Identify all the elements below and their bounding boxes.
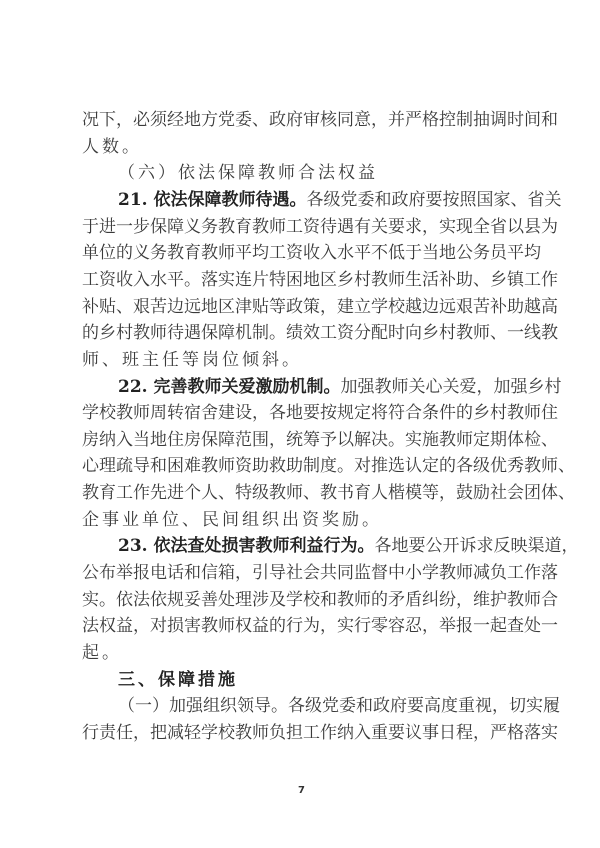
body-text: 的乡村教师待遇保障机制。绩效工资分配时向乡村教师、一线教 — [82, 323, 558, 344]
text-line — [82, 320, 558, 346]
text-line — [82, 640, 523, 666]
body-text: 于进一步保障义务教育教师工资待遇有关要求，实现全省以县为 — [82, 216, 558, 237]
section-heading: 三、保障措施 — [118, 669, 238, 690]
body-text: 人数。 — [82, 136, 142, 157]
page-number: 7 — [298, 785, 305, 796]
text-line — [82, 267, 558, 293]
text-line — [118, 374, 562, 400]
body-text: （一）加强组织领导。各级党委和政府要高度重视，切实履 — [118, 696, 560, 717]
body-text: 法权益，对损害教师权益的行为，实行零容忍，举报一起查处一 — [82, 616, 558, 637]
text-line — [82, 427, 558, 453]
text-line — [82, 240, 541, 266]
text-line — [82, 214, 558, 240]
text-line — [82, 613, 558, 639]
text-line — [82, 453, 575, 479]
body-text: 实。依法依规妥善处理涉及学校和教师的矛盾纠纷，维护教师合 — [82, 589, 558, 610]
text-line — [82, 107, 558, 133]
text-line — [82, 347, 523, 373]
body-text: 加强教师关心关爱，加强乡村 — [340, 376, 562, 397]
body-text: 各地要公开诉求反映渠道， — [374, 536, 579, 557]
body-text: 补贴、艰苦边远地区津贴等政策，建立学校越边远艰苦补助越高 — [82, 296, 558, 317]
text-line — [82, 294, 558, 320]
text-line — [118, 693, 560, 719]
text-line — [82, 134, 523, 160]
text-line — [82, 507, 523, 533]
text-line — [82, 720, 558, 746]
body-text: 心理疏导和困难教师资助救助制度。对推选认定的各级优秀教师、 — [82, 456, 575, 477]
text-line — [118, 667, 523, 693]
item-heading: 21. 依法保障教师待遇。 — [118, 189, 307, 210]
body-text: 公布举报电话和信箱，引导社会共同监督中小学教师减负工作落 — [82, 563, 558, 584]
body-text: 工资收入水平。落实连片特困地区乡村教师生活补助、乡镇工作 — [82, 269, 558, 290]
text-line — [82, 587, 558, 613]
text-line — [118, 160, 523, 186]
text-line — [82, 480, 575, 506]
text-line — [118, 533, 579, 559]
body-text: 行责任，把减轻学校教师负担工作纳入重要议事日程，严格落实 — [82, 722, 558, 743]
body-text: 各级党委和政府要按照国家、省关 — [306, 189, 562, 210]
body-text: 企事业单位、民间组织出资奖励。 — [82, 509, 382, 530]
item-heading: 23. 依法查处损害教师利益行为。 — [118, 536, 375, 557]
body-text: 学校教师周转宿舍建设，各地要按规定将符合条件的乡村教师住 — [82, 403, 558, 424]
text-line — [82, 560, 558, 586]
body-text: 房纳入当地住房保障范围，统筹予以解决。实施教师定期体检、 — [82, 429, 558, 450]
body-text: 师、班主任等岗位倾斜。 — [82, 349, 302, 370]
body-text: 教育工作先进个人、特级教师、教书育人楷模等，鼓励社会团体、 — [82, 483, 575, 504]
body-text: （六）依法保障教师合法权益 — [118, 163, 378, 184]
body-text: 况下，必须经地方党委、政府审核同意，并严格控制抽调时间和 — [82, 110, 558, 130]
body-text: 起。 — [82, 643, 122, 663]
item-heading: 22. 完善教师关爱激励机制。 — [118, 376, 341, 397]
text-line — [82, 400, 558, 426]
body-text: 单位的义务教育教师平均工资收入水平不低于当地公务员平均 — [82, 243, 541, 264]
text-line — [118, 187, 562, 213]
